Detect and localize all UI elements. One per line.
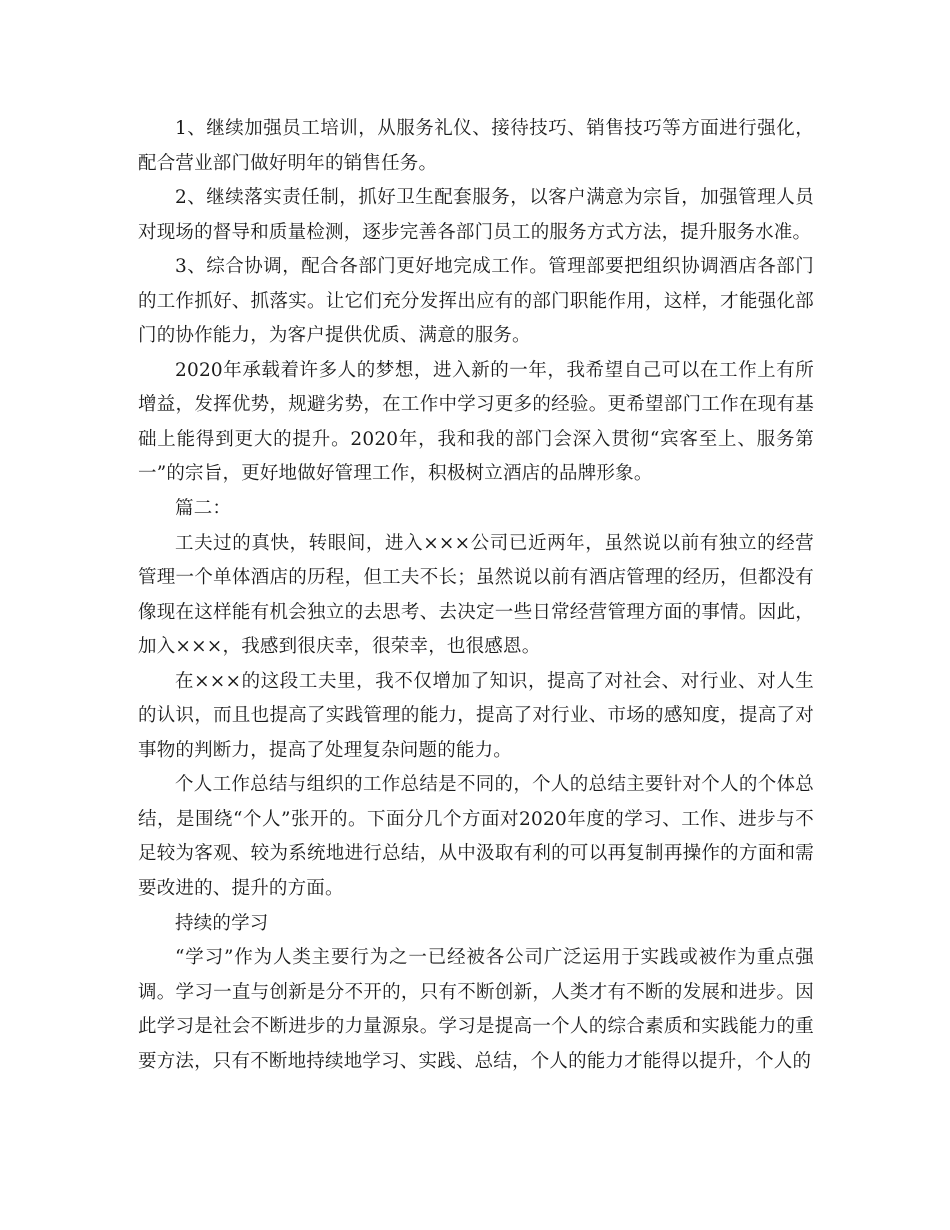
paragraph-time-flies: 工夫过的真快，转眼间，进入×××公司已近两年，虽然说以前有独立的经营管理一个单体酒店的历程，但工夫不长；虽然说以前有酒店管理的经历，但都没有像现在这样能有机会独立的去思考、去决定一些日常经营管理方面的事情。因此，加入×××，我感到很庆幸，很荣幸，也很感恩。 [138, 532, 814, 658]
paragraph-summary-intro: 个人工作总结与组织的工作总结是不同的，个人的总结主要针对个人的个体总结，是围绕“个人”张开的。下面分几个方面对2020年度的学习、工作、进步与不足较为客观、较为系统地进行总结，从中汲取有利的可以再复制再操作的方面和需要改进的、提升的方面。 [138, 774, 814, 900]
section-heading-part-two: 篇二： [175, 498, 232, 520]
paragraph-coordination: 3、综合协调，配合各部门更好地完成工作。管理部要把组织协调酒店各部门的工作抓好、抓落实。让它们充分发挥出应有的部门职能作用，这样，才能强化部门的协作能力，为客户提供优质、满意的服务。 [138, 256, 814, 347]
paragraph-2020-outlook: 2020年承载着许多人的梦想，进入新的一年，我希望自己可以在工作上有所增益，发挥优势，规避劣势，在工作中学习更多的经验。更希望部门工作在现有基础上能得到更大的提升。2020年，我和我的部门会深入贯彻“宾客至上、服务第一”的宗旨，更好地做好管理工作，积极树立酒店的品牌形象。 [138, 359, 814, 485]
paragraph-learning: “学习”作为人类主要行为之一已经被各公司广泛运用于实践或被作为重点强调。学习一直与创新是分不开的，只有不断创新，人类才有不断的发展和进步。因此学习是社会不断进步的力量源泉。学习是提高一个人的综合素质和实践能力的重要方法，只有不断地持续地学习、实践、总结，个人的能力才能得以提升，个人的 [138, 947, 814, 1072]
paragraph-training: 1、继续加强员工培训，从服务礼仪、接待技巧、销售技巧等方面进行强化，配合营业部门做好明年的销售任务。 [138, 118, 814, 174]
section-heading-continuous-learning: 持续的学习 [175, 912, 269, 934]
paragraph-responsibility: 2、继续落实责任制，抓好卫生配套服务，以客户满意为宗旨，加强管理人员对现场的督导和质量检测，逐步完善各部门员工的服务方式方法，提升服务水准。 [138, 187, 814, 243]
paragraph-knowledge-gained: 在×××的这段工夫里，我不仅增加了知识，提高了对社会、对行业、对人生的认识，而且也提高了实践管理的能力，提高了对行业、市场的感知度，提高了对事物的判断力，提高了处理复杂问题的能力。 [138, 670, 814, 761]
document-body [138, 112, 814, 1079]
